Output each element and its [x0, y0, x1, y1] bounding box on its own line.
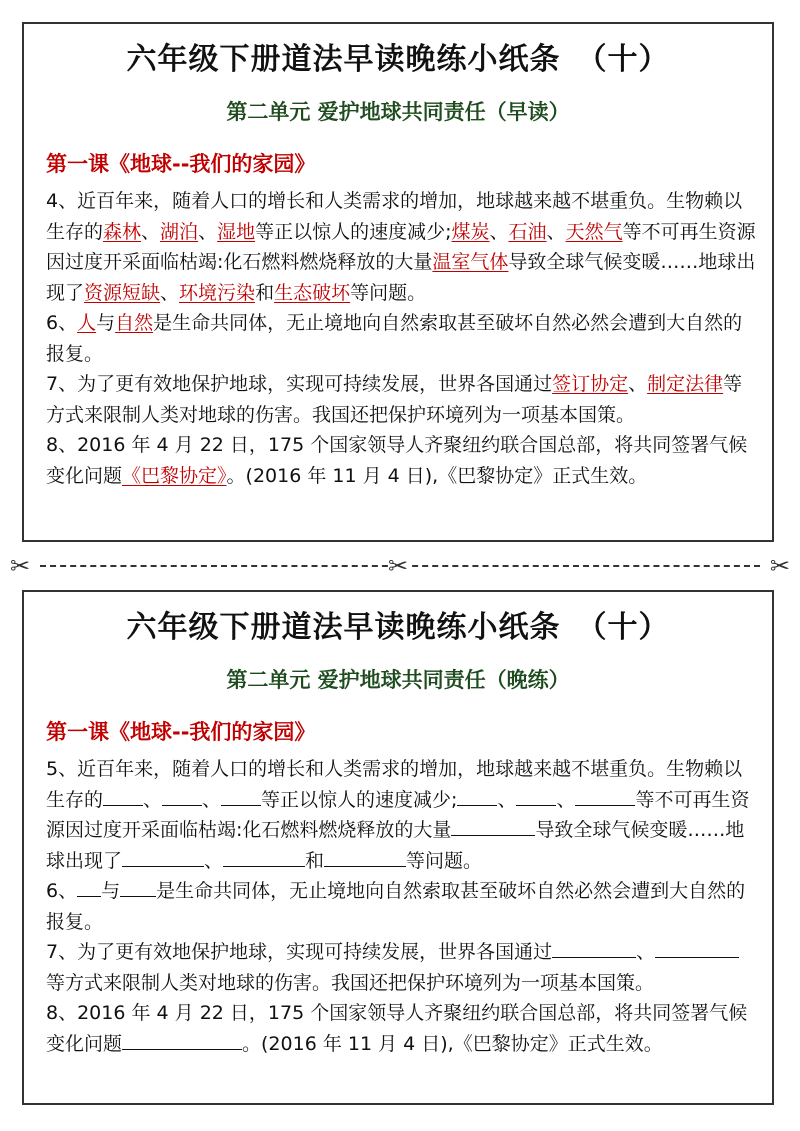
fill-blank[interactable] — [162, 785, 202, 806]
item-7 — [46, 937, 758, 998]
item-8 — [46, 430, 758, 491]
item-8 — [46, 998, 758, 1059]
fill-blank[interactable] — [324, 846, 406, 867]
fill-blank[interactable] — [122, 1029, 242, 1050]
lesson-heading: 第一课《地球--我们的家园》 — [46, 152, 316, 176]
text: 5、近百年来，随着人口的增长和人类需求的增加，地球越来越不堪重负。生物赖以生存的 — [46, 758, 743, 811]
fill-blank[interactable] — [103, 785, 143, 806]
text: 、 — [160, 281, 180, 304]
text: 等不可再生资源因过度开采面临枯竭:化石燃料燃烧释放的大量 — [46, 788, 750, 841]
fill-blank[interactable] — [122, 846, 204, 867]
text: 等方式来限制人类对地球的伤害。我国还把保护环境列为一项基本国策。 — [46, 373, 743, 426]
answer-make-laws: 制定法律 — [647, 373, 724, 395]
text: 、 — [141, 220, 161, 243]
evening-practice-card — [22, 590, 774, 1105]
fill-blank[interactable] — [223, 846, 305, 867]
fill-blank[interactable] — [120, 876, 156, 897]
text: 。(2016 年 11 月 4 日),《巴黎协定》正式生效。 — [242, 1032, 663, 1055]
text: 、 — [489, 220, 509, 243]
answer-coal: 煤炭 — [451, 220, 490, 243]
reading-body — [46, 186, 758, 491]
text: 和 — [305, 849, 325, 872]
practice-body — [46, 754, 758, 1059]
text: 8、2016 年 4 月 22 日，175 个国家领导人齐聚纽约联合国总部，将共同签署气候变化问题 — [46, 1002, 748, 1055]
morning-reading-card — [22, 22, 774, 542]
answer-wetland: 湿地 — [217, 220, 256, 243]
answer-eco-damage: 生态破坏 — [274, 281, 351, 304]
text: 、 — [628, 373, 648, 395]
fill-blank[interactable] — [516, 785, 556, 806]
lesson-heading: 第一课《地球--我们的家园》 — [46, 720, 316, 744]
text: 、 — [546, 220, 566, 243]
text: 7、为了更有效地保护地球，实现可持续发展，世界各国通过 — [46, 373, 553, 395]
answer-natural-gas: 天然气 — [565, 220, 623, 243]
text: 、 — [556, 788, 576, 811]
answer-resource-shortage: 资源短缺 — [84, 281, 161, 304]
text: 等问题。 — [406, 849, 483, 872]
cut-line — [10, 552, 790, 580]
text: 。(2016 年 11 月 4 日),《巴黎协定》正式生效。 — [226, 464, 648, 487]
answer-greenhouse-gas: 温室气体 — [432, 251, 509, 273]
text: 6、 — [46, 880, 78, 902]
fill-blank[interactable] — [457, 785, 497, 806]
scissors-icon: ✂ — [769, 552, 790, 580]
card-title: 六年级下册道法早读晚练小纸条 （十） — [126, 42, 670, 77]
item-4 — [46, 186, 758, 308]
text: 导致全球气候变暖……地球出现了 — [46, 251, 756, 304]
fill-blank[interactable] — [655, 937, 739, 958]
fill-blank[interactable] — [552, 937, 636, 958]
text: 、 — [143, 788, 163, 811]
text: 、 — [636, 941, 656, 963]
text: 6、 — [46, 312, 78, 334]
answer-human: 人 — [77, 312, 97, 334]
text: 等正以惊人的速度减少; — [255, 220, 452, 243]
item-7 — [46, 369, 758, 430]
fill-blank[interactable] — [77, 876, 101, 897]
text: 与 — [101, 880, 121, 902]
answer-sign-agreement: 签订协定 — [552, 373, 629, 395]
scissors-icon: ✂ — [10, 552, 31, 580]
item-6 — [46, 876, 758, 937]
unit-subtitle: 第二单元 爱护地球共同责任（早读） — [226, 100, 570, 124]
answer-lake: 湖泊 — [160, 220, 199, 243]
fill-blank[interactable] — [221, 785, 261, 806]
item-5 — [46, 754, 758, 876]
answer-forest: 森林 — [103, 220, 142, 243]
text: 等正以惊人的速度减少; — [261, 788, 458, 811]
text: 7、为了更有效地保护地球，实现可持续发展，世界各国通过 — [46, 941, 553, 963]
text: 是生命共同体，无止境地向自然索取甚至破坏自然必然会遭到大自然的报复。 — [46, 312, 743, 365]
scissors-icon: ✂ — [388, 552, 409, 580]
text: 和 — [255, 281, 275, 304]
text: 4、近百年来，随着人口的增长和人类需求的增加，地球越来越不堪重负。生物赖以生存的 — [46, 190, 743, 243]
card-title: 六年级下册道法早读晚练小纸条 （十） — [126, 610, 670, 645]
text: 、 — [204, 849, 224, 872]
text: 导致全球气候变暖……地球出现了 — [46, 819, 745, 872]
answer-oil: 石油 — [508, 220, 547, 243]
answer-paris-agreement: 《巴黎协定》 — [122, 464, 227, 487]
text: 等方式来限制人类对地球的伤害。我国还把保护环境列为一项基本国策。 — [46, 971, 655, 994]
text: 等问题。 — [350, 281, 427, 304]
fill-blank[interactable] — [451, 815, 535, 836]
text: 、 — [198, 220, 218, 243]
text: 是生命共同体，无止境地向自然索取甚至破坏自然必然会遭到大自然的报复。 — [46, 880, 746, 933]
text: 、 — [202, 788, 222, 811]
item-6 — [46, 308, 758, 369]
unit-subtitle: 第二单元 爱护地球共同责任（晚练） — [226, 668, 570, 692]
text: 、 — [497, 788, 517, 811]
fill-blank[interactable] — [575, 785, 635, 806]
answer-pollution: 环境污染 — [179, 281, 256, 304]
answer-nature: 自然 — [115, 312, 154, 334]
text: 与 — [96, 312, 116, 334]
text: 等不可再生资源因过度开采面临枯竭:化石燃料燃烧释放的大量 — [46, 220, 756, 273]
text: 8、2016 年 4 月 22 日，175 个国家领导人齐聚纽约联合国总部，将共同签署气候变化问题 — [46, 434, 748, 487]
